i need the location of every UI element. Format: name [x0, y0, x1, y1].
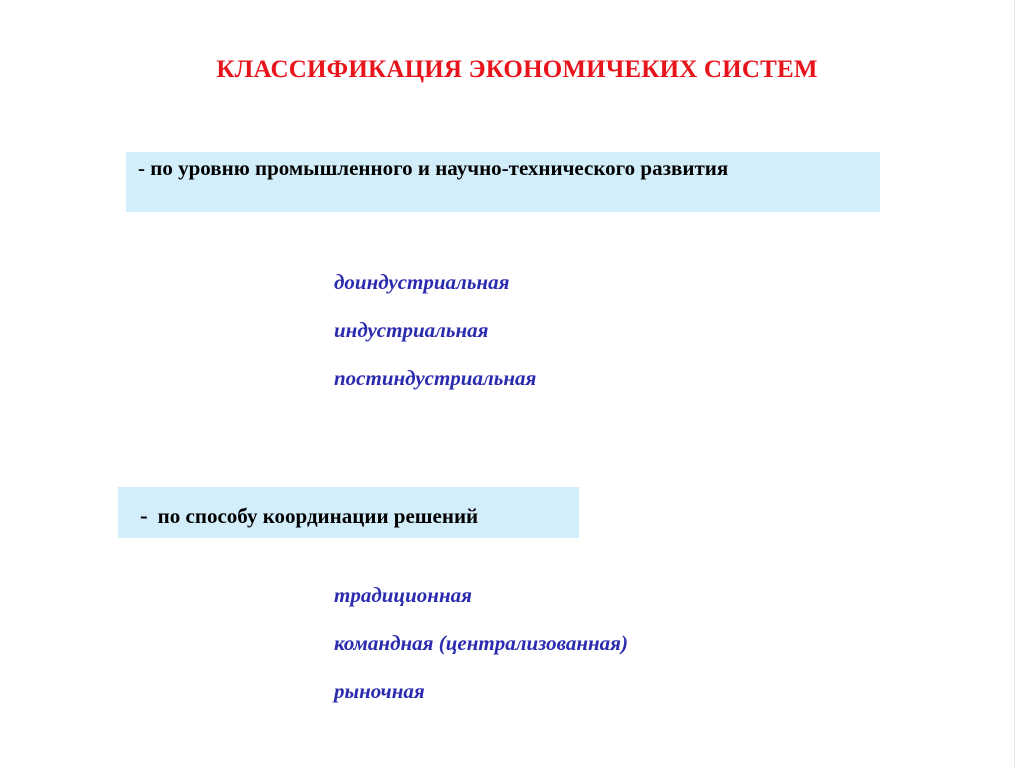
criterion-label: - по уровню промышленного и научно-технического развития	[138, 156, 729, 180]
list-item: доиндустриальная	[334, 270, 510, 294]
list-item: постиндустриальная	[334, 366, 537, 390]
list-item: индустриальная	[334, 318, 489, 342]
list-item: рыночная	[334, 679, 425, 703]
criterion-label: по способу координации решений	[157, 504, 479, 528]
slide-title: КЛАССИФИКАЦИЯ ЭКОНОМИЧЕКИХ СИСТЕМ	[216, 56, 818, 83]
type-list-industrial-development	[334, 268, 536, 412]
slide-edge-divider	[1014, 0, 1015, 767]
criterion-box-decision-coordination	[118, 487, 579, 538]
list-item: традиционная	[334, 583, 472, 607]
criterion-box-industrial-development	[126, 152, 880, 212]
type-list-decision-coordination	[334, 581, 628, 725]
list-item: командная (централизованная)	[334, 631, 628, 655]
criterion-dash: -	[140, 503, 148, 528]
